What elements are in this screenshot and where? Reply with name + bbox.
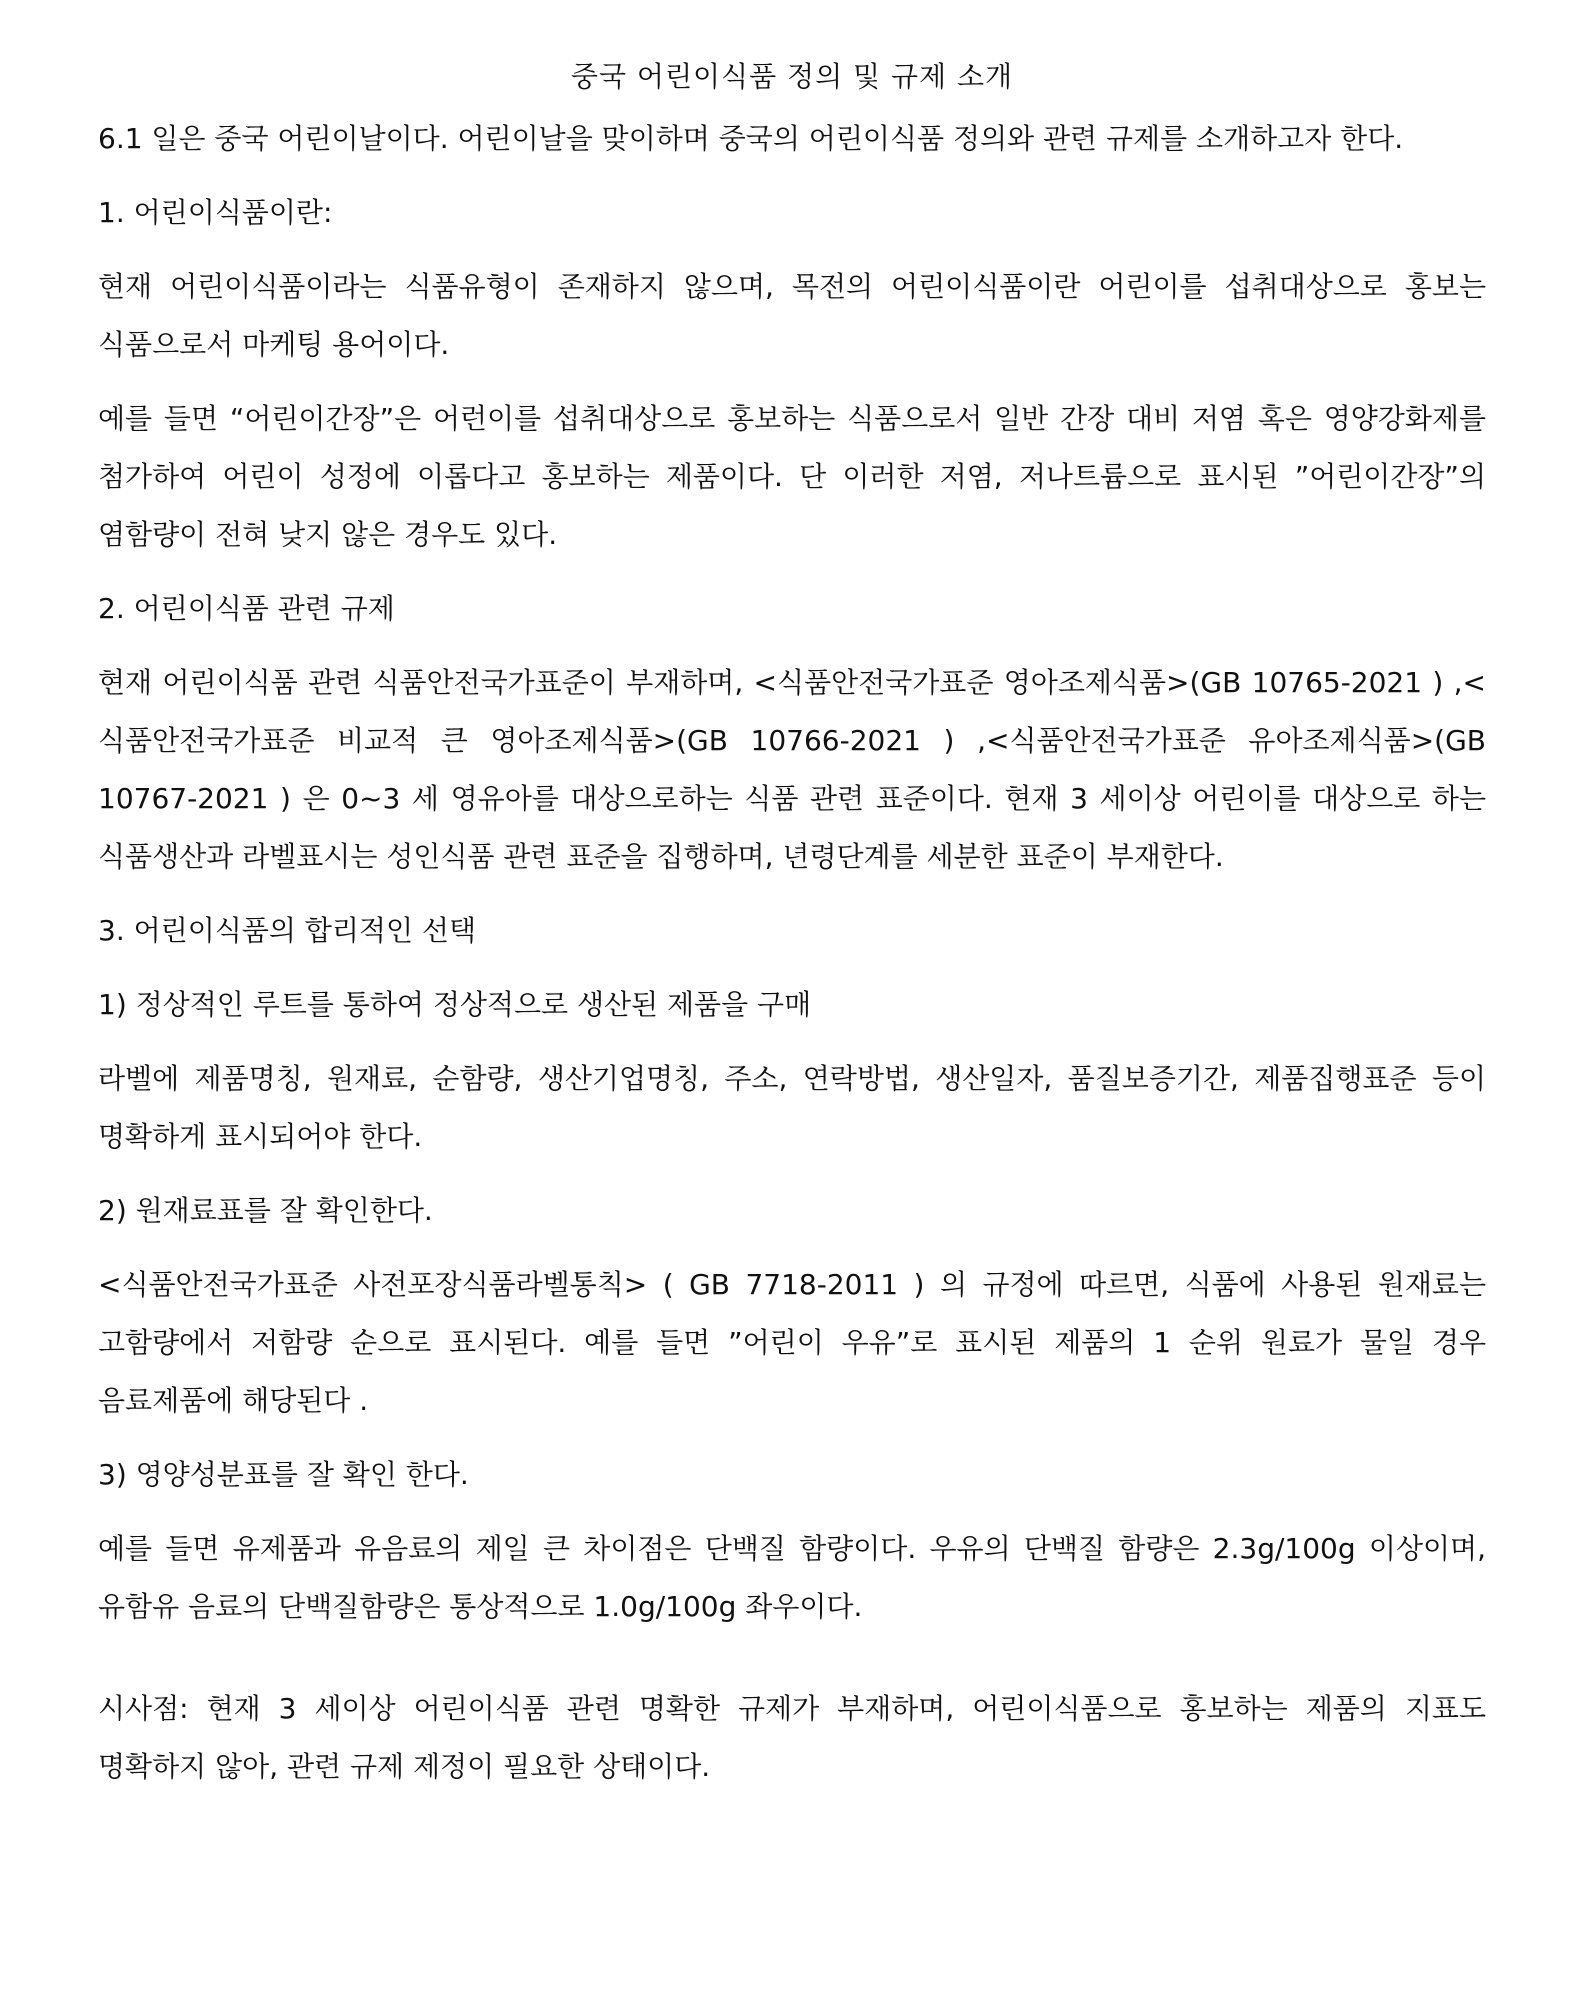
ingredients-paragraph: <식품안전국가표준 사전포장식품라벨통칙> ( GB 7718-2011 ) 의 규정에 따르면, 식품에 사용된 원재료는 고함량에서 저함량 순으로 표시된다. 예를 들면 ”어린이 우유”로 표시된 제품의 1 순위 원료가 물일 경우 음료제품에 해당된다 .: [98, 1268, 1486, 1417]
example-paragraph: 예를 들면 “어린이간장”은 어런이를 섭취대상으로 홍보하는 식품으로서 일반 간장 대비 저염 혹은 영양강화제를 첨가하여 어린이 성정에 이롭다고 홍보하는 제품이다. 단 이러한 저염, 저나트륨으로 표시된 ”어린이간장”의 염함량이 전혀 낮지 않은 경우도 있다.: [98, 402, 1486, 551]
implication-paragraph: 시사점: 현재 3 세이상 어린이식품 관련 명확한 규제가 부재하며, 어린이식품으로 홍보하는 제품의 지표도 명확하지 않아, 관련 규제 제정이 필요한 상태이다.: [98, 1692, 1486, 1783]
section-2-heading: 2. 어린이식품 관련 규제: [98, 592, 395, 625]
definition-paragraph: 현재 어린이식품이라는 식품유형이 존재하지 않으며, 목전의 어린이식품이란 어린이를 섭취대상으로 홍보는 식품으로서 마케팅 용어이다.: [98, 270, 1486, 361]
label-paragraph: 라벨에 제품명칭, 원재료, 순함량, 생산기업명칭, 주소, 연락방법, 생산일자, 품질보증기간, 제품집행표준 등이 명확하게 표시되어야 한다.: [98, 1062, 1486, 1153]
subsection-1-heading: 1) 정상적인 루트를 통하여 정상적으로 생산된 제품을 구매: [98, 988, 812, 1021]
document-title: 중국 어린이식품 정의 및 규제 소개: [570, 60, 1014, 93]
intro-paragraph: 6.1 일은 중국 어린이날이다. 어린이날을 맞이하며 중국의 어린이식품 정의와 관련 규제를 소개하고자 한다.: [98, 122, 1404, 155]
subsection-2-heading: 2) 원재료표를 잘 확인한다.: [98, 1194, 433, 1227]
document-page: [98, 52, 1486, 1812]
section-1-heading: 1. 어린이식품이란:: [98, 196, 333, 229]
spacer: [98, 1652, 1486, 1680]
nutrition-paragraph: 예를 들면 유제품과 유음료의 제일 큰 차이점은 단백질 함량이다. 우유의 단백질 함량은 2.3g/100g 이상이며, 유함유 음료의 단백질함량은 통상적으로 1.0g/100g 좌우이다.: [98, 1532, 1486, 1623]
regulation-paragraph: 현재 어린이식품 관련 식품안전국가표준이 부재하며, <식품안전국가표준 영아조제식품>(GB 10765-2021 ) ,<식품안전국가표준 비교적 큰 영아조제식품>(GB 10766-2021 ) ,<식품안전국가표준 유아조제식품>(GB 10767-2021 ) 은 0~3 세 영유아를 대상으로하는 식품 관련 표준이다. 현재 3 세이상 어린이를 대상으로 하는 식품생산과 라벨표시는 성인식품 관련 표준을 집행하며, 년령단계를 세분한 표준이 부재한다.: [98, 666, 1486, 873]
section-3-heading: 3. 어린이식품의 합리적인 선택: [98, 914, 476, 947]
subsection-3-heading: 3) 영양성분표를 잘 확인 한다.: [98, 1458, 469, 1491]
